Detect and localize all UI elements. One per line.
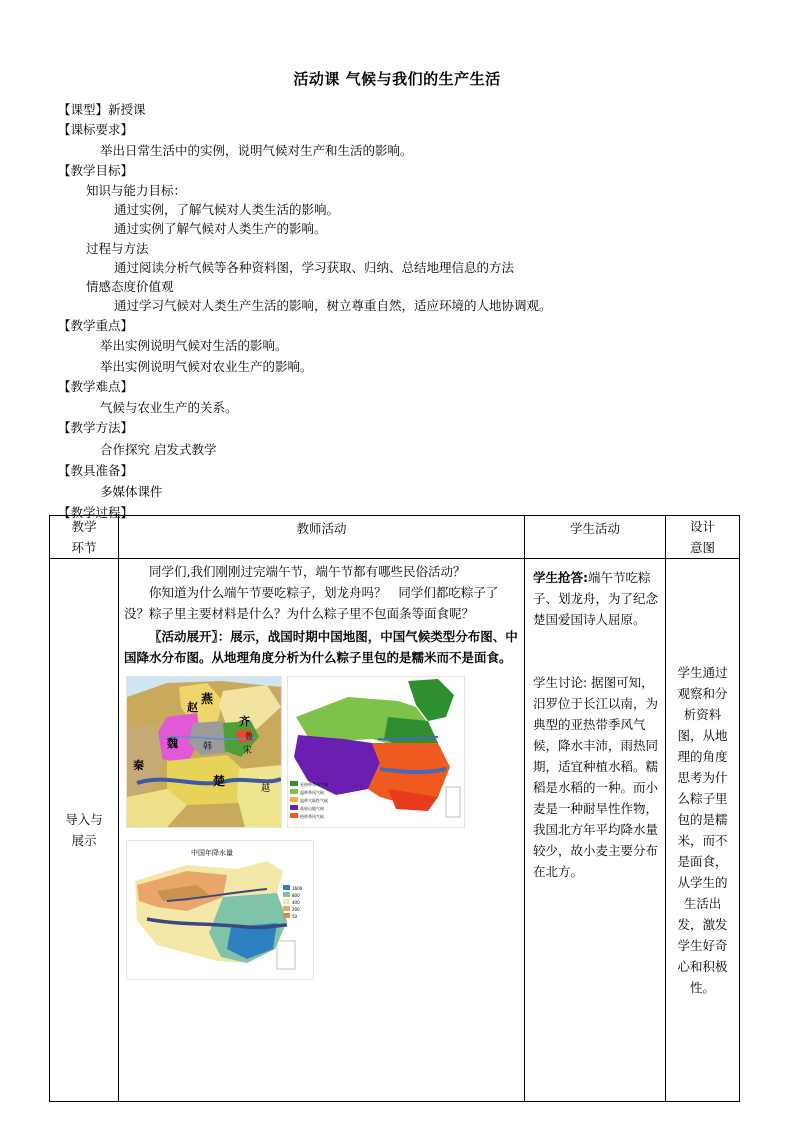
teacher-question-1: 同学们,我们刚刚过完端午节，端午节都有哪些民俗活动？	[149, 564, 466, 579]
tools-text: 多媒体课件	[100, 484, 163, 499]
key-point-2: 举出实例说明气候对农业生产的影响。	[100, 359, 313, 374]
heading-key-points: 【教学重点】	[58, 318, 134, 333]
header-stage: 教学 环节	[50, 516, 119, 559]
student-answer	[533, 567, 660, 630]
activity-instruction: 〖活动展开〗：展示，战国时期中国地图，中国气候类型分布图、中国降水分布图。从地理角度分析为什么粽子里包的是糯米而不是面食。	[124, 629, 518, 665]
map-label-han: 韩	[203, 742, 213, 752]
climate-legend-3: 温带大陆性气候	[300, 798, 328, 803]
precip-legend-1: 1600	[292, 886, 303, 891]
objective-knowledge-heading: 知识与能力目标：	[86, 183, 187, 198]
map-label-lu: 鲁	[245, 732, 253, 741]
map-label-qi: 齐	[239, 715, 250, 728]
climate-legend-5: 热带季风气候	[300, 814, 324, 819]
map-label-zhao: 赵	[187, 701, 198, 714]
standards-text: 举出日常生活中的实例，说明气候对生产和生活的影响。	[100, 143, 413, 158]
page-title: 活动课 气候与我们的生产生活	[293, 70, 501, 88]
heading-methods: 【教学方法】	[58, 420, 134, 435]
climate-legend-1: 亚热带季风气候	[300, 782, 328, 787]
key-point-1: 举出实例说明气候对生活的影响。	[100, 338, 288, 353]
heading-objectives: 【教学目标】	[58, 163, 134, 178]
table-row	[50, 559, 740, 1102]
warring-states-map	[126, 676, 282, 828]
student-activity-cell	[525, 559, 666, 1102]
header-student: 学生活动	[525, 516, 666, 559]
objective-process-text: 通过阅读分析气候等各种资料图，学习获取、归纳、总结地理信息的方法	[114, 260, 515, 275]
student-discussion: 学生讨论: 据图可知，汨罗位于长江以南，为典型的亚热带季风气候，降水丰沛，雨热同期，适宜种植水稻。糯稻是水稻的一种。而小麦是一种耐旱性作物，我国北方年平均降水量较少，故小麦主要分布在北方。	[533, 675, 659, 879]
heading-process: 【教学过程】	[58, 505, 134, 520]
climate-legend-2: 温带季风气候	[300, 790, 324, 795]
map-label-song: 宋	[243, 746, 253, 756]
map-label-chu: 楚	[213, 774, 226, 788]
map-figures	[124, 668, 519, 1003]
methods-text: 合作探究 启发式教学	[100, 442, 217, 457]
objective-attitude-text: 通过学习气候对人类生产生活的影响，树立尊重自然，适应环境的人地协调观。	[114, 298, 552, 313]
climate-type-map	[287, 676, 465, 828]
teacher-question-2: 你知道为什么端午节要吃粽子，划龙舟吗？ 同学们都吃粽子了没？粽子里主要材料是什么？为什么粽子里不包面条等面食呢？	[124, 585, 499, 621]
precip-legend-5: 50	[292, 914, 298, 919]
objective-knowledge-2: 通过实例了解气候对人类生产的影响。	[114, 221, 327, 236]
heading-standards: 【课标要求】	[58, 122, 134, 137]
objective-attitude-heading: 情感态度价值观	[86, 279, 174, 294]
stage-cell: 导入与 展示	[50, 559, 119, 1102]
climate-legend-4: 高原山地气候	[300, 806, 324, 811]
table-header-row	[50, 516, 740, 559]
objective-process-heading: 过程与方法	[86, 241, 149, 256]
heading-tools: 【教具准备】	[58, 463, 134, 478]
precip-legend-3: 400	[292, 900, 300, 905]
precip-map-title: 中国年降水量	[191, 849, 233, 857]
student-answer-label: 学生抢答:	[533, 570, 588, 585]
design-intent-cell: 学生通过观察和分析资料图，从地理的角度思考为什么粽子里包的是糯米，而不是面食，从学生的生活出发，激发学生好奇心和积极性。	[666, 559, 740, 1102]
student-answer-text: 端午节吃粽子、划龙舟，为了纪念楚国爱国诗人屈原。	[533, 570, 659, 627]
precipitation-map	[126, 840, 314, 980]
precip-legend-2: 800	[292, 893, 300, 898]
course-type: 【课型】新授课	[58, 102, 146, 117]
heading-difficulty: 【教学难点】	[58, 379, 134, 394]
map-label-yan: 燕	[201, 692, 214, 706]
teaching-process-table	[49, 515, 740, 1102]
map-label-qin: 秦	[133, 759, 144, 772]
map-label-yue: 越	[261, 784, 271, 794]
header-teacher: 教师活动	[119, 516, 525, 559]
objective-knowledge-1: 通过实例，了解气候对人类生活的影响。	[114, 202, 340, 217]
header-design: 设计 意图	[666, 516, 740, 559]
map-label-wei: 魏	[167, 737, 178, 750]
difficulty-text: 气候与农业生产的关系。	[100, 400, 238, 415]
precip-legend-4: 200	[292, 907, 300, 912]
teacher-activity-cell	[119, 559, 525, 1102]
